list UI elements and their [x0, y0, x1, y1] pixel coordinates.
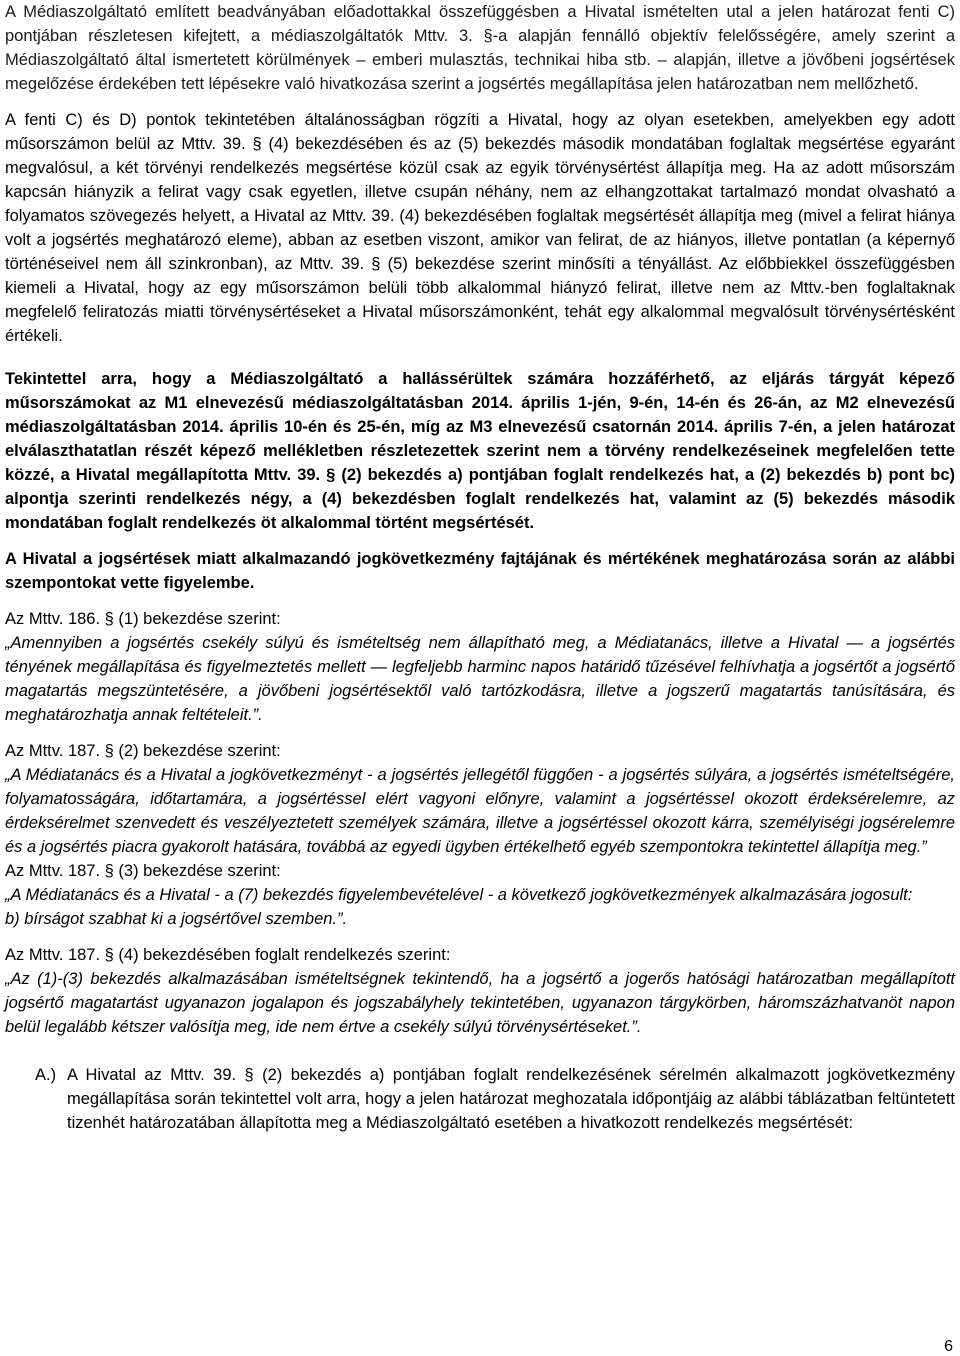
paragraph-7-quote-b: b) bírságot szabhat ki a jogsértővel szemben.”.	[5, 910, 348, 928]
paragraph-7-heading: Az Mttv. 187. § (3) bekezdése szerint:	[5, 862, 281, 880]
paragraph-6-heading: Az Mttv. 187. § (2) bekezdése szerint:	[5, 742, 281, 760]
paragraph-2: A fenti C) és D) pontok tekintetében általánosságban rögzíti a Hivatal, hogy az olyan esetekben, amelyekben egy adott műsorszámon belül az Mttv. 39. § (4) bekezdésében és az (5) bekezdés második mondatában foglaltak megsértése egyaránt megvalósul, a két törvényi rendelkezés megsértése közül csak az egyik törvénysértést állapítja meg. Ha az adott műsorszám kapcsán hiányzik a felirat vagy csak egyetlen, illetve csupán néhány, nem az elhangzottakat tartalmazó mondat olvasható a folyamatos szövegezés helyett, a Hivatal az Mttv. 39. (4) bekezdésében foglaltak megsértését állapítja meg (mivel a felirat hiánya volt a jogsértés meghatározó eleme), abban az esetben viszont, amikor van felirat, de az hiányos, illetve pontatlan (a képernyő történéseivel nem áll szinkronban), az Mttv. 39. § (5) bekezdése szerint minősíti a tényállást. Az előbbiekkel összefüggésben kiemeli a Hivatal, hogy az egy műsorszámon belüli több alkalommal hiányzó felirat, illetve nem az Mttv.-ben foglaltaknak megfelelő feliratozás miatti törvénysértéseket a Hivatal műsorszámonként, tehát egy alkalommal megvalósult törvénysértésként értékeli.	[5, 111, 955, 345]
paragraph-5-heading: Az Mttv. 186. § (1) bekezdése szerint:	[5, 610, 281, 628]
paragraph-8-quote: „Az (1)-(3) bekezdés alkalmazásában ismételtségnek tekintendő, ha a jogsértő a jogerős hatósági határozatban megállapított jogsértő magatartást ugyanazon jogalapon és jogszabályhely tekintetében, ugyanazon tárgykörben, háromszázhatvanöt napon belül legalább kétszer valósítja meg, ide nem értve a csekély súlyú törvénysértéseket.”.	[5, 970, 955, 1036]
paragraph-7-quote: „A Médiatanács és a Hivatal - a (7) bekezdés figyelembevételével - a következő jogkövetkezmények alkalmazására jogosult:	[5, 886, 913, 904]
list-item-a	[5, 1063, 955, 1135]
paragraph-6-quote: „A Médiatanács és a Hivatal a jogkövetkezményt - a jogsértés jellegétől függően - a jogsértés súlyára, a jogsértés ismételtségére, folyamatosságára, időtartamára, a jogsértéssel elért vagyoni előnyre, valamint a jogsértéssel okozott érdeksérelemre, az érdeksérelmet szenvedett és veszélyeztetett személyek számára, illetve a jogsértéssel okozott kárra, személyiségi jogsérelemre és a jogsértés piacra gyakorolt hatására, továbbá az egyedi ügyben értékelhető egyéb szempontokra tekintettel állapítja meg.”	[5, 766, 955, 856]
paragraph-3-bold: Tekintettel arra, hogy a Médiaszolgáltató a hallássérültek számára hozzáférhető, az eljárás tárgyát képező műsorszámokat az M1 elnevezésű médiaszolgáltatásban 2014. április 1-jén, 9-én, 14-én és 26-án, az M2 elnevezésű médiaszolgáltatásban 2014. április 10-én és 25-én, míg az M3 elnevezésű csatornán 2014. április 7-én, a jelen határozat elválaszthatatlan részét képező mellékletben részletezettek szerint nem a törvény rendelkezéseinek megfelelően tette közzé, a Hivatal megállapította Mttv. 39. § (2) bekezdés a) pontjában foglalt rendelkezés hat, a (2) bekezdés b) pont bc) alpontja szerinti rendelkezés négy, a (4) bekezdésben foglalt rendelkezés hat, valamint az (5) bekezdés második mondatában foglalt rendelkezés öt alkalommal történt megsértését.	[5, 370, 955, 532]
paragraph-8-heading: Az Mttv. 187. § (4) bekezdésében foglalt rendelkezés szerint:	[5, 946, 451, 964]
list-item-text: A Hivatal az Mttv. 39. § (2) bekezdés a) pontjában foglalt rendelkezésének sérelmén alkalmazott jogkövetkezmény megállapítása során tekintettel volt arra, hogy a jelen határozat meghozatala időpontjáig az alábbi táblázatban feltüntetett tizenhét határozatában állapította meg a Médiaszolgáltató esetében a hivatkozott rendelkezés megsértését:	[67, 1066, 955, 1132]
paragraph-1: A Médiaszolgáltató említett beadványában előadottakkal összefüggésben a Hivatal ismételten utal a jelen határozat fenti C) pontjában részletesen kifejtett, a médiaszolgáltatók Mttv. 3. §-a alapján fennálló objektív felelősségére, amely szerint a Médiaszolgáltató által ismertetett körülmények – emberi mulasztás, technikai hiba stb. – alapján, illetve a jövőbeni jogsértések megelőzése érdekében tett lépésekre való hivatkozása szerint a jogsértés megállapítása jelen határozatban nem mellőzhető.	[5, 3, 955, 93]
paragraph-5-quote: „Amennyiben a jogsértés csekély súlyú és ismételtség nem állapítható meg, a Médiatanács, illetve a Hivatal — a jogsértés tényének megállapítása és figyelmeztetés mellett — legfeljebb harminc napos határidő tűzésével felhívhatja a jogsértőt a jogsértő magatartás megszüntetésére, a jövőbeni jogsértésektől való tartózkodásra, illetve a jogszerű magatartás tanúsítására, és meghatározhatja annak feltételeit.”.	[5, 634, 955, 724]
paragraph-4-bold: A Hivatal a jogsértések miatt alkalmazandó jogkövetkezmény fajtájának és mértékének meghatározása során az alábbi szempontokat vette figyelembe.	[5, 550, 955, 592]
list-marker: A.)	[35, 1066, 57, 1084]
document-page	[5, 0, 955, 1135]
page-number: 6	[944, 1338, 953, 1355]
